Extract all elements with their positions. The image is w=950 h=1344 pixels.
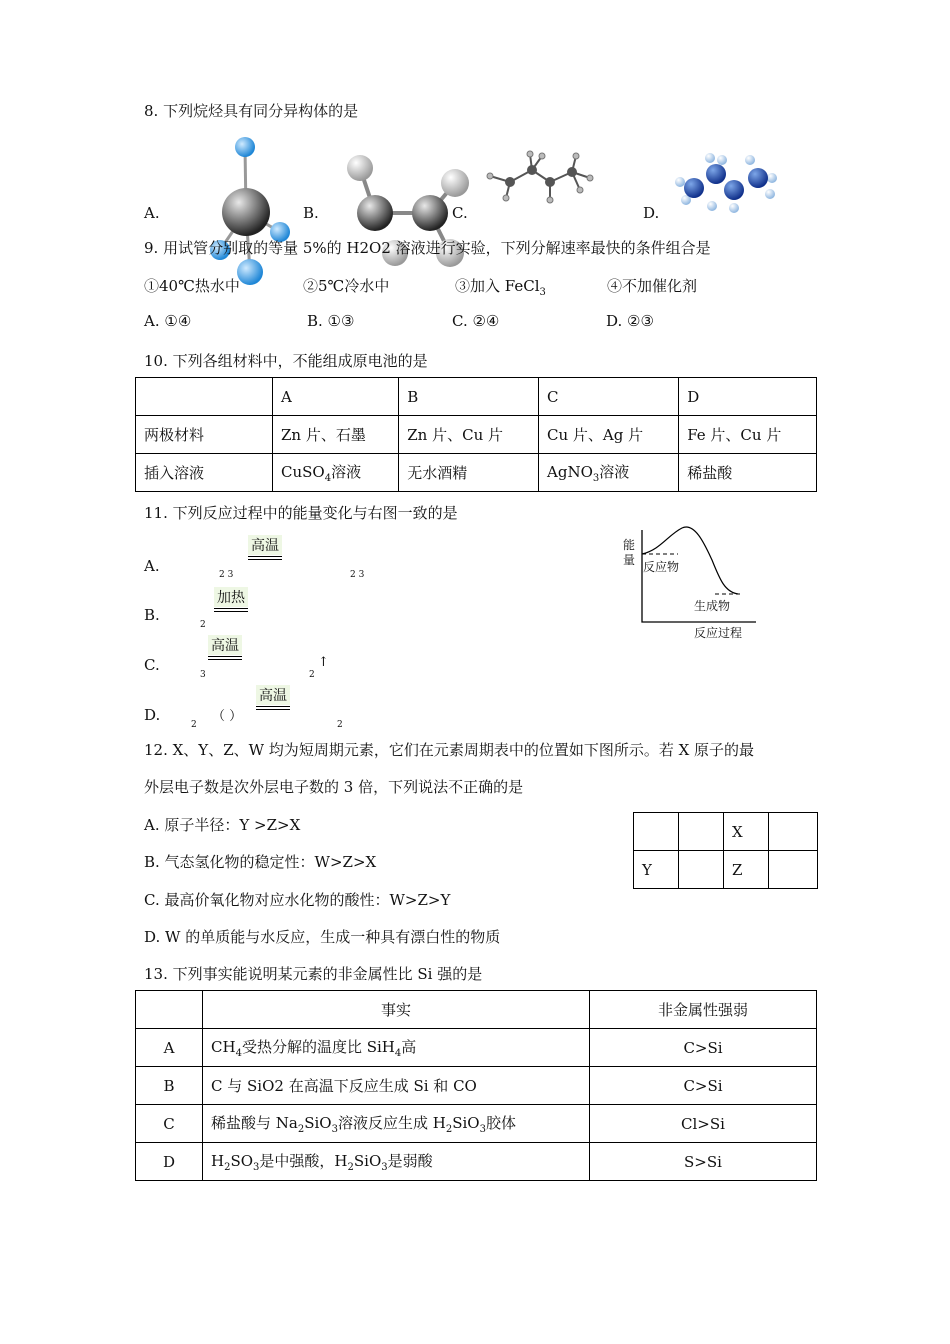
q9-condition-4: ④不加催化剂 [607,277,698,295]
q8-option-c[interactable]: C. [452,204,468,222]
chart-xlabel: 反应过程 [694,626,743,640]
chart-ylabel-2: 量 [623,553,636,567]
chart-reactant-label: 反应物 [643,560,680,574]
q10-table [135,377,817,492]
table-row: A B C D [136,378,817,416]
q8-stem: 8. 下列烷烃具有同分异构体的是 [144,102,359,120]
q11-d-paren: （ ） [212,709,243,724]
q8-option-a[interactable]: A. [144,204,160,222]
q12-stem-line1: 12. X、Y、Z、W 均为短周期元素，它们在元素周期表中的位置如下图所示。若 X 原子的最 [144,741,755,759]
molecule-d-image [672,150,782,215]
chart-ylabel-1: 能 [623,538,636,552]
q11-d-subscript: 2 [191,720,197,730]
q12-option-d[interactable]: D. W 的单质能与水反应，生成一种具有漂白性的物质 [144,928,501,946]
q9-condition-1: ①40℃热水中 [144,277,240,295]
q11-condition-b: 加热 [214,587,248,607]
q12-option-b[interactable]: B. 气态氢化物的稳定性：W>Z>X [144,853,377,871]
q9-option-b[interactable]: B. ①③ [307,312,355,330]
q9-condition-2: ②5℃冷水中 [303,277,390,295]
q12-stem-line2: 外层电子数是次外层电子数的 3 倍，下列说法不正确的是 [144,778,524,796]
q11-d-subscript-2: 2 [337,720,343,730]
q9-stem: 9. 用试管分别取的等量 5%的 H2O2 溶液进行实验，下列分解速率最快的条件组合是 [144,239,711,257]
q11-option-b[interactable]: B. [144,606,160,624]
q11-option-d[interactable]: D. [144,706,161,724]
table-row: 插入溶液 CuSO$_4$溶液 无水酒精 AgNO$_3$溶液 稀盐酸 [136,454,817,492]
table-row: 两极材料 Zn 片、石墨 Zn 片、Cu 片 Cu 片、Ag 片 Fe 片、Cu 片 [136,416,817,454]
q11-b-subscript: 2 [200,620,206,630]
periodic-grid [633,812,818,889]
q11-option-c[interactable]: C. [144,656,160,674]
q13-stem: 13. 下列事实能说明某元素的非金属性比 Si 强的是 [144,965,483,983]
q13-table [135,990,817,1181]
q11-condition-a: 高温 [248,535,282,555]
q9-option-a[interactable]: A. ①④ [144,312,192,330]
molecule-a-image [200,132,300,292]
table-row: A $CH_4$受热分解的温度比 SiH$_4$高 C>Si [136,1029,817,1067]
q10-stem: 10. 下列各组材料中，不能组成原电池的是 [144,352,428,370]
table-row: D $H_2SO_3$是中强酸，$H_2SiO_3$是弱酸 S>Si [136,1143,817,1181]
q11-a-subscript: 2 3 [219,570,234,580]
q11-c-subscript-2: 2 [309,670,315,680]
q12-option-a[interactable]: A. 原子半径：Y >Z>X [144,816,301,834]
chart-product-label: 生成物 [694,599,731,613]
table-row: C 稀盐酸与 $Na_2SiO_3$溶液反应生成 $H_2SiO_3$胶体 Cl>Si [136,1105,817,1143]
q11-c-subscript: 3 [200,670,206,680]
q8-option-d[interactable]: D. [643,204,660,222]
q8-option-b[interactable]: B. [303,204,319,222]
q11-condition-d: 高温 [256,685,290,705]
molecule-c-image [480,148,600,208]
gas-arrow-icon: ↑ [318,655,329,670]
q12-option-c[interactable]: C. 最高价氧化物对应水化物的酸性：W>Z>Y [144,891,451,909]
table-row: Y Z [634,851,818,889]
q11-stem: 11. 下列反应过程中的能量变化与右图一致的是 [144,504,458,522]
table-row: B C 与 SiO2 在高温下反应生成 Si 和 CO C>Si [136,1067,817,1105]
q11-a-subscript-2: 2 3 [350,570,365,580]
q9-condition-3: ③加入 FeCl$_3$ [455,277,546,298]
q9-option-c[interactable]: C. ②④ [452,312,500,330]
table-row: X [634,813,818,851]
table-row: 事实 非金属性强弱 [136,991,817,1029]
q9-option-d[interactable]: D. ②③ [606,312,654,330]
q11-condition-c: 高温 [208,635,242,655]
q11-option-a[interactable]: A. [144,557,160,575]
